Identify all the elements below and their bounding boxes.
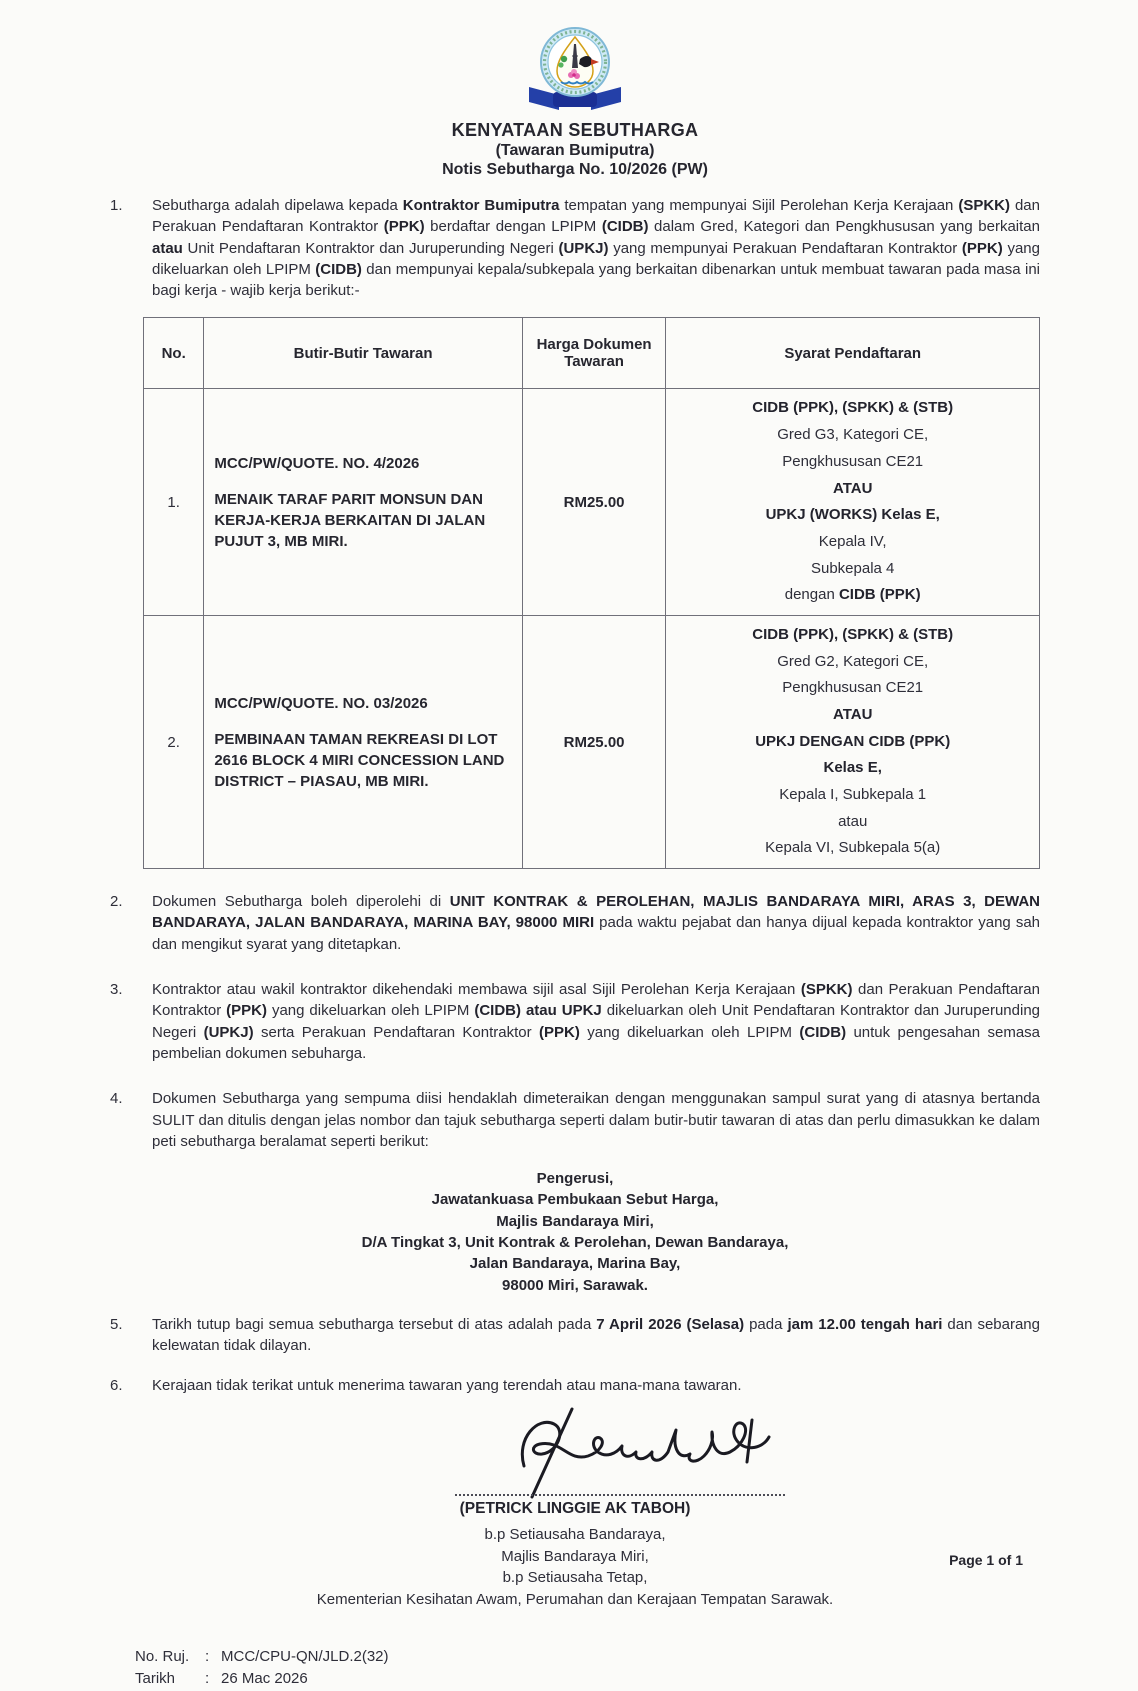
- row1-syarat: CIDB (PPK), (SPKK) & (STB) Gred G3, Kategori CE, Pengkhususan CE21 ATAU UPKJ (WORKS) Kelas E, Kepala IV, Subkepala 4 dengan CIDB (PPK): [666, 389, 1040, 616]
- row2-no: 2.: [144, 615, 204, 868]
- clause-4-text: Dokumen Sebutharga yang sempuma diisi hendaklah dimeteraikan dengan menggunakan sampul surat yang di atasnya bertanda SULIT dan ditulis dengan jelas nombor dan tajuk sebutharga seperti dalam butir-butir tawaran di atas dan perlu dimasukkan ke dalam peti sebutharga beralamat seperti berikut:: [152, 1090, 1040, 1150]
- clause-6-number: 6.: [110, 1376, 123, 1394]
- document-header: [110, 26, 1040, 179]
- page-number: Page 1 of 1: [949, 1552, 1023, 1568]
- clause-5-number: 5.: [110, 1315, 123, 1333]
- clause-2-number: 2.: [110, 893, 123, 911]
- table-header-row: [144, 318, 1040, 389]
- clause-3-text: Kontraktor atau wakil kontraktor dikehendaki membawa sijil asal Sijil Perolehan Kerja Kerajaan (SPKK) dan Perakuan Pendaftaran Kontraktor (PPK) yang dikeluarkan oleh LPIPM (CIDB) atau UPKJ dikeluarkan oleh Unit Pendaftaran Kontraktor dan Juruperunding Negeri (UPKJ) serta Perakuan Pendaftaran Kontraktor (PPK) yang dikeluarkan oleh LPIPM (CIDB) untuk pengesahan semasa pembelian dokumen sebuharga.: [152, 981, 1041, 1062]
- clause-3-number: 3.: [110, 981, 123, 999]
- row1-harga: RM25.00: [522, 389, 666, 616]
- signatory-titles: b.p Setiausaha Bandaraya, Majlis Bandaraya Miri, b.p Setiausaha Tetap, Kementerian Kesihatan Awam, Perumahan dan Kerajaan Tempatan Sarawak.: [316, 1525, 834, 1609]
- clause-2: [110, 891, 1040, 955]
- date-value: 26 Mac 2026: [221, 1670, 308, 1688]
- tender-table: [143, 317, 1040, 869]
- page-subtitle: (Tawaran Bumiputra): [495, 142, 655, 159]
- date-row: [135, 1668, 1040, 1691]
- clause-6: [110, 1375, 1040, 1396]
- ref-label: No. Ruj.: [135, 1647, 190, 1665]
- ref-value: MCC/CPU-QN/JLD.2(32): [221, 1647, 389, 1665]
- signature-dotted-line: [455, 1494, 785, 1496]
- row2-harga: RM25.00: [522, 615, 666, 868]
- reference-row: [135, 1646, 1040, 1669]
- clause-5-text: Tarikh tutup bagi semua sebutharga tersebut di atas adalah pada 7 April 2026 (Selasa) pada jam 12.00 tengah hari dan sebarang kelewatan tidak dilayan.: [152, 1315, 1040, 1355]
- row1-no: 1.: [144, 389, 204, 616]
- row2-syarat: CIDB (PPK), (SPKK) & (STB) Gred G2, Kategori CE, Pengkhususan CE21 ATAU UPKJ DENGAN CIDB (PPK) Kelas E, Kepala I, Subkepala 1 atau Kepala VI, Subkepala 5(a): [666, 615, 1040, 868]
- date-label: Tarikh: [135, 1670, 176, 1688]
- date-separator: :: [205, 1670, 210, 1688]
- clause-1: [110, 195, 1040, 301]
- header-no: No.: [144, 318, 204, 389]
- clause-1-text: Sebutharga adalah dipelawa kepada Kontraktor Bumiputra tempatan yang mempunyai Sijil Perolehan Kerja Kerajaan (SPKK) dan Perakuan Pendaftaran Kontraktor (PPK) berdaftar dengan LPIPM (CIDB) dalam Gred, Kategori dan Pengkhususan yang berkaitan atau Unit Pendaftaran Kontraktor dan Juruperunding Negeri (UPKJ) yang mempunyai Perakuan Pendaftaran Kontraktor (PPK) yang dikeluarkan oleh LPIPM (CIDB) dan mempunyai kepala/subkepala yang berkaitan dibenarkan untuk membuat tawaran pada masa ini bagi kerja - wajib kerja berikut:-: [152, 197, 1040, 300]
- page-title: KENYATAAN SEBUTHARGA: [451, 120, 699, 140]
- header-butir: Butir-Butir Tawaran: [204, 318, 522, 389]
- row2-butir: MCC/PW/QUOTE. NO. 03/2026 PEMBINAAN TAMAN REKREASI DI LOT 2616 BLOCK 4 MIRI CONCESSION LAND DISTRICT – PIASAU, MB MIRI.: [204, 615, 522, 868]
- clause-2-text: Dokumen Sebutharga boleh diperolehi di UNIT KONTRAK & PEROLEHAN, MAJLIS BANDARAYA MIRI, ARAS 3, DEWAN BANDARAYA, JALAN BANDARAYA, MARINA BAY, 98000 MIRI pada waktu pejabat dan hanya dijual kepada kontraktor yang sah dan mengikut syarat yang ditetapkan.: [152, 893, 1040, 953]
- table-row: [144, 389, 1040, 616]
- ref-separator: :: [205, 1647, 210, 1665]
- city-council-crest-logo: [514, 26, 636, 118]
- clause-6-text: Kerajaan tidak terikat untuk menerima tawaran yang terendah atau mana-mana tawaran.: [152, 1376, 742, 1394]
- clause-4: [110, 1088, 1040, 1152]
- table-row: [144, 615, 1040, 868]
- clause-1-number: 1.: [110, 197, 123, 214]
- header-syarat: Syarat Pendaftaran: [666, 318, 1040, 389]
- quotation-box-address: Pengerusi, Jawatankuasa Pembukaan Sebut Harga, Majlis Bandaraya Miri, D/A Tingkat 3, Unit Kontrak & Perolehan, Dewan Bandaraya, Jalan Bandaraya, Marina Bay, 98000 Miri, Sarawak.: [361, 1170, 789, 1294]
- clause-3: [110, 979, 1040, 1064]
- header-harga: Harga Dokumen Tawaran: [522, 318, 666, 389]
- clause-4-number: 4.: [110, 1090, 123, 1108]
- clause-5: [110, 1314, 1040, 1357]
- notice-number: Notis Sebutharga No. 10/2026 (PW): [442, 161, 708, 178]
- row1-butir: MCC/PW/QUOTE. NO. 4/2026 MENAIK TARAF PARIT MONSUN DAN KERJA-KERJA BERKAITAN DI JALAN PUJUT 3, MB MIRI.: [204, 389, 522, 616]
- handwritten-signature: [512, 1404, 782, 1504]
- signatory-name: (PETRICK LINGGIE AK TABOH): [459, 1499, 691, 1517]
- document-footer: [110, 1646, 1040, 1691]
- signature-block: [110, 1402, 1040, 1634]
